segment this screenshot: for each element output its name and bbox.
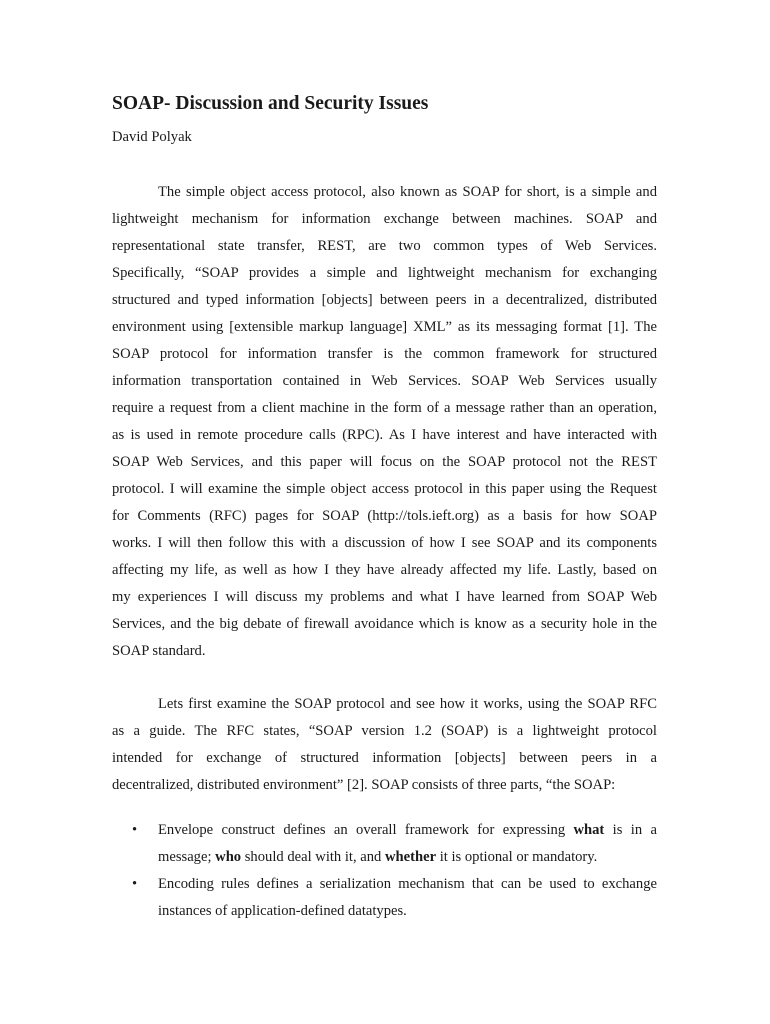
paragraph-line: for Comments (RFC) pages for SOAP (http://tols.ieft.org) as a basis for how SOAP (112, 508, 657, 524)
bullet-item-envelope (112, 817, 657, 871)
paragraph-line: Lets first examine the SOAP protocol and see how it works, using the SOAP RFC (158, 696, 657, 712)
paragraph-line: intended for exchange of structured information [objects] between peers in a (112, 750, 657, 766)
document-title: SOAP- Discussion and Security Issues (112, 93, 429, 114)
bullet-line: Envelope construct defines an overall framework for expressing what is in a (158, 822, 657, 838)
paragraph-line: protocol. I will examine the simple object access protocol in this paper using the Request (112, 481, 657, 497)
paragraph-line: affecting my life, as well as how I they have already affected my life. Lastly, based on (112, 562, 657, 578)
emphasis-what: what (573, 822, 605, 838)
bullet-marker: • (132, 876, 138, 892)
paragraph-line: lightweight mechanism for information exchange between machines. SOAP and (112, 211, 657, 227)
paragraph-line: works. I will then follow this with a discussion of how I see SOAP and its components (112, 535, 657, 551)
paragraph-line: SOAP protocol for information transfer is the common framework for structured (112, 346, 657, 362)
paragraph-line: decentralized, distributed environment” [2]. SOAP consists of three parts, “the SOAP: (112, 777, 616, 793)
bullet-line: message; who should deal with it, and whether it is optional or mandatory. (158, 849, 598, 865)
paragraph-line: as a guide. The RFC states, “SOAP version 1.2 (SOAP) is a lightweight protocol (112, 723, 657, 739)
bullet-item-encoding (112, 871, 657, 925)
paragraph-line: representational state transfer, REST, are two common types of Web Services. (112, 238, 657, 254)
bullet-list (112, 817, 657, 925)
paragraph-introduction (112, 179, 657, 665)
emphasis-whether: whether (385, 849, 437, 865)
paragraph-soap-rfc (112, 691, 657, 799)
paragraph-line: as is used in remote procedure calls (RPC). As I have interest and have interacted with (112, 427, 657, 443)
paragraph-line: require a request from a client machine in the form of a message rather than an operation, (112, 400, 657, 416)
bullet-line: instances of application-defined datatypes. (158, 903, 407, 919)
author-name: David Polyak (112, 129, 192, 145)
paragraph-line: SOAP Web Services, and this paper will focus on the SOAP protocol not the REST (112, 454, 657, 470)
paragraph-line: environment using [extensible markup language] XML” as its messaging format [1]. The (112, 319, 657, 335)
paragraph-line: structured and typed information [objects] between peers in a decentralized, distributed (112, 292, 657, 308)
paragraph-line: my experiences I will discuss my problems and what I have learned from SOAP Web (112, 589, 657, 605)
paragraph-line: Services, and the big debate of firewall avoidance which is know as a security hole in the (112, 616, 657, 632)
bullet-line: Encoding rules defines a serialization mechanism that can be used to exchange (158, 876, 657, 892)
paragraph-line: The simple object access protocol, also known as SOAP for short, is a simple and (158, 184, 657, 200)
bullet-marker: • (132, 822, 138, 838)
paragraph-line: information transportation contained in Web Services. SOAP Web Services usually (112, 373, 657, 389)
emphasis-who: who (215, 849, 242, 865)
paragraph-line: Specifically, “SOAP provides a simple and lightweight mechanism for exchanging (112, 265, 657, 281)
paragraph-line: SOAP standard. (112, 643, 206, 659)
